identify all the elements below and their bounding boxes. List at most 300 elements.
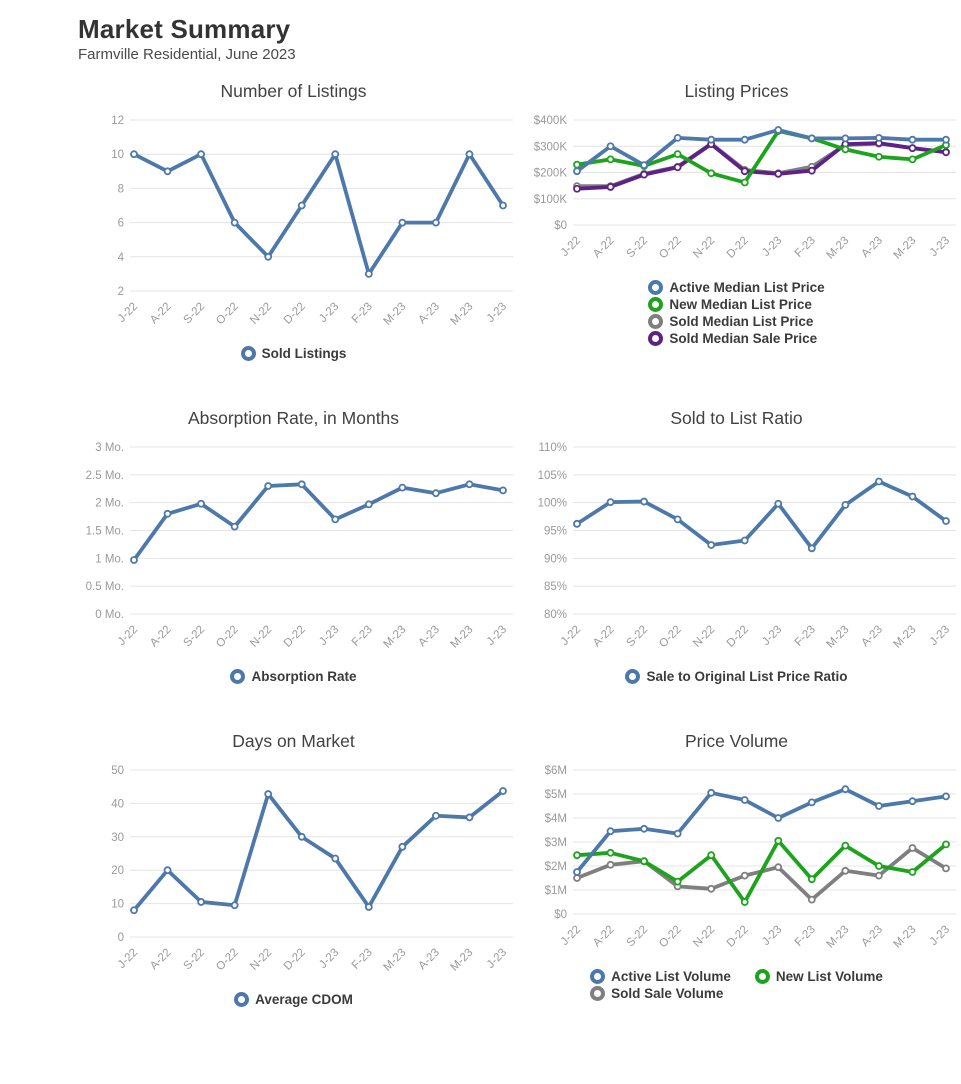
data-point-marker [641,826,647,832]
x-tick-label: S-22 [624,923,651,950]
data-point-marker [876,873,882,879]
y-tick-label: 80% [543,609,567,621]
data-point-marker [742,538,748,544]
data-point-marker [708,137,714,143]
data-point-marker [675,879,681,885]
x-tick-label: J-23 [484,946,510,971]
x-tick-label: N-22 [691,234,718,261]
x-tick-label: M-23 [824,623,852,651]
data-point-marker [742,873,748,879]
legend-series-ring-icon [648,331,663,346]
series-line [577,482,946,549]
y-tick-label: $6M [544,765,567,777]
data-point-marker [265,254,271,260]
data-point-marker [943,841,949,847]
legend-row [648,331,817,346]
data-point-marker [433,813,439,819]
y-tick-label: $5M [544,789,567,801]
legend-label: Sold Listings [261,346,347,361]
legend-label: Active List Volume [611,969,731,984]
data-point-marker [608,850,614,856]
y-tick-label: 10 [111,149,124,162]
x-tick-label: A-22 [148,300,174,327]
data-point-marker [842,868,848,874]
x-tick-label: S-22 [181,623,208,650]
legend-block [234,991,353,1008]
data-point-marker [943,793,949,799]
x-tick-label: M-23 [824,234,852,262]
chart-absorption-rate [72,408,515,685]
legend-block [648,279,824,347]
data-point-marker [809,545,815,551]
data-point-marker [742,179,748,185]
y-tick-label: 3 Mo. [95,442,124,454]
chart-price-volume [515,731,958,1002]
x-tick-label: N-22 [248,300,275,327]
data-point-marker [675,164,681,170]
y-tick-label: 12 [111,115,124,127]
data-point-marker [876,135,882,141]
series-line [134,154,503,274]
series-line [134,791,503,910]
data-point-marker [675,135,681,141]
data-point-marker [131,907,137,913]
x-tick-label: J-23 [317,623,342,648]
data-point-marker [574,168,580,174]
legend-block [230,668,356,685]
data-point-marker [943,149,949,155]
x-tick-label: A-22 [148,623,174,650]
data-point-marker [909,494,915,500]
x-tick-label: M-23 [448,946,476,974]
data-point-marker [608,499,614,505]
legend-label: Sold Median List Price [669,314,814,329]
data-point-marker [466,481,472,487]
legend-label: Sale to Original List Price Ratio [646,669,848,684]
x-tick-label: M-23 [824,923,852,951]
data-point-marker [675,831,681,837]
y-tick-label: 50 [111,765,124,777]
x-tick-label: M-23 [381,623,409,651]
x-tick-label: O-22 [214,300,241,328]
x-tick-label: A-23 [416,623,443,650]
legend-block [625,668,847,685]
legend-item [590,986,723,1001]
data-point-marker [399,485,405,491]
y-tick-label: $400K [533,115,567,127]
data-point-marker [742,168,748,174]
legend-item [241,346,347,361]
legend-row [241,346,347,361]
x-tick-label: J-23 [317,300,342,325]
series-line [577,841,946,902]
chart-number-of-listings [72,81,515,362]
y-tick-label: 6 [117,217,124,230]
x-tick-label: A-22 [591,923,617,950]
chart-title: Absorption Rate, in Months [187,408,400,428]
listing-prices-plot [515,108,958,277]
data-point-marker [332,516,338,522]
data-point-marker [466,151,472,157]
x-tick-label: J-23 [484,623,510,648]
legend-row [648,280,824,295]
x-tick-label: J-22 [115,623,141,648]
data-point-marker [232,220,238,226]
days-on-market-plot [72,758,515,989]
legend-item [625,669,847,684]
legend-row [234,992,353,1007]
legend-label: New Median List Price [669,297,812,312]
y-tick-label: $4M [544,813,567,825]
data-point-marker [842,135,848,141]
y-tick-label: $1M [544,885,567,897]
number-of-listings-legend [72,345,515,362]
y-tick-label: $100K [533,193,567,206]
data-point-marker [366,501,372,507]
data-point-marker [641,172,647,178]
data-point-marker [775,838,781,844]
legend-item [648,280,824,295]
x-tick-label: J-23 [317,946,342,971]
x-tick-label: M-23 [381,300,409,328]
x-tick-label: F-23 [349,946,375,972]
x-tick-label: J-23 [760,234,785,259]
x-tick-label: J-23 [760,923,785,948]
data-point-marker [909,137,915,143]
data-point-marker [809,876,815,882]
data-point-marker [775,864,781,870]
data-point-marker [466,814,472,820]
y-tick-label: 30 [111,831,124,844]
x-tick-label: A-22 [591,234,617,261]
series-line [134,484,503,560]
x-tick-label: O-22 [214,623,241,651]
legend-series-ring-icon [590,969,605,984]
y-tick-label: 2 [117,286,124,298]
price-volume-legend [515,968,958,1002]
page-subtitle: Farmville Residential, June 2023 [78,46,296,63]
data-point-marker [332,151,338,157]
legend-series-ring-icon [234,992,249,1007]
data-point-marker [775,501,781,507]
data-point-marker [641,499,647,505]
absorption-rate-legend [72,668,515,685]
data-point-marker [232,524,238,530]
x-tick-label: J-22 [558,923,584,948]
x-tick-label: J-22 [115,946,141,971]
chart-title: Days on Market [232,731,355,751]
data-point-marker [842,502,848,508]
x-tick-label: J-22 [558,234,584,259]
sold-to-list-ratio-plot [515,435,958,666]
data-point-marker [299,203,305,209]
x-tick-label: J-23 [927,623,953,648]
legend-label: Average CDOM [255,992,353,1007]
data-point-marker [608,828,614,834]
data-point-marker [909,798,915,804]
page-title: Market Summary [78,14,291,44]
data-point-marker [675,151,681,157]
data-point-marker [876,154,882,160]
x-tick-label: N-22 [691,923,718,950]
data-point-marker [366,904,372,910]
y-tick-label: $200K [533,167,567,180]
data-point-marker [299,834,305,840]
x-tick-label: M-23 [891,234,919,262]
data-point-marker [232,902,238,908]
data-point-marker [842,786,848,792]
data-point-marker [198,899,204,905]
data-point-marker [265,791,271,797]
legend-item [234,992,353,1007]
y-tick-label: $300K [533,141,567,154]
x-tick-label: D-22 [724,623,751,650]
y-tick-label: 0.5 Mo. [85,581,124,594]
x-tick-label: J-22 [558,623,584,648]
x-tick-label: N-22 [691,623,718,650]
data-point-marker [165,168,171,174]
data-point-marker [165,867,171,873]
legend-series-ring-icon [755,969,770,984]
data-point-marker [775,127,781,133]
data-point-marker [708,886,714,892]
x-tick-label: S-22 [624,623,651,650]
legend-label: Active Median List Price [669,280,825,295]
data-point-marker [574,521,580,527]
y-tick-label: $0 [554,909,567,921]
charts-row-1 [72,81,961,362]
x-tick-label: F-23 [349,623,375,649]
y-tick-label: 40 [111,798,124,811]
legend-row [230,669,356,684]
data-point-marker [574,875,580,881]
data-point-marker [399,220,405,226]
x-tick-label: O-22 [657,623,684,651]
y-tick-label: 1.5 Mo. [85,525,124,538]
data-point-marker [131,151,137,157]
x-tick-label: J-23 [927,234,953,259]
data-point-marker [708,852,714,858]
y-tick-label: 90% [543,553,567,566]
data-point-marker [433,220,439,226]
data-point-marker [608,143,614,149]
data-point-marker [909,845,915,851]
x-tick-label: A-22 [148,946,174,973]
x-tick-label: F-23 [792,234,818,260]
x-tick-label: A-23 [859,234,886,261]
y-tick-label: 105% [537,469,567,482]
chart-listing-prices [515,81,958,347]
y-tick-label: $0 [554,220,567,232]
chart-days-on-market [72,731,515,1008]
data-point-marker [809,897,815,903]
legend-label: New List Volume [775,969,883,984]
legend-series-ring-icon [230,669,245,684]
y-tick-label: 110% [538,442,567,454]
y-tick-label: 10 [111,898,124,911]
legend-block [590,968,883,1002]
data-point-marker [809,799,815,805]
x-tick-label: A-22 [591,623,617,650]
data-point-marker [876,803,882,809]
data-point-marker [198,501,204,507]
data-point-marker [131,557,137,563]
data-point-marker [909,869,915,875]
legend-series-ring-icon [625,669,640,684]
sold-to-list-ratio-legend [515,668,958,685]
data-point-marker [775,171,781,177]
legend-item [590,969,731,984]
x-tick-label: F-23 [349,300,375,326]
data-point-marker [943,137,949,143]
y-tick-label: 0 Mo. [95,609,124,621]
chart-title: Listing Prices [684,81,789,101]
data-point-marker [366,271,372,277]
y-tick-label: 2 Mo. [95,497,124,510]
x-tick-label: A-23 [416,300,443,327]
data-point-marker [809,135,815,141]
chart-title: Number of Listings [220,81,367,101]
data-point-marker [165,511,171,517]
legend-block [241,345,347,362]
legend-label: Absorption Rate [251,669,357,684]
legend-row [648,314,813,329]
x-tick-label: N-22 [248,623,275,650]
data-point-marker [433,490,439,496]
legend-item [230,669,356,684]
data-point-marker [500,788,506,794]
legend-series-ring-icon [590,986,605,1001]
data-point-marker [574,162,580,168]
x-tick-label: J-23 [760,623,785,648]
x-tick-label: S-22 [624,234,651,261]
data-point-marker [608,156,614,162]
y-tick-label: 1 Mo. [95,553,124,566]
x-tick-label: D-22 [724,923,751,950]
series-line [577,143,946,189]
days-on-market-legend [72,991,515,1008]
listing-prices-legend [515,279,958,347]
data-point-marker [608,862,614,868]
legend-series-ring-icon [648,280,663,295]
legend-series-ring-icon [648,314,663,329]
y-tick-label: 2.5 Mo. [85,469,124,482]
data-point-marker [876,863,882,869]
x-tick-label: J-23 [927,923,953,948]
legend-item [648,331,817,346]
data-point-marker [500,203,506,209]
legend-row [625,669,847,684]
x-tick-label: O-22 [214,946,241,974]
price-volume-plot [515,758,958,966]
data-point-marker [708,790,714,796]
data-point-marker [943,518,949,524]
x-tick-label: M-23 [448,300,476,328]
x-tick-label: J-22 [115,300,141,325]
charts-row-2 [72,408,961,685]
legend-row [648,297,812,312]
data-point-marker [842,843,848,849]
data-point-marker [265,483,271,489]
x-tick-label: N-22 [248,946,275,973]
x-tick-label: F-23 [792,623,818,649]
x-tick-label: M-23 [891,923,919,951]
data-point-marker [775,815,781,821]
chart-title: Price Volume [684,731,789,751]
x-tick-label: D-22 [724,234,751,261]
data-point-marker [943,865,949,871]
y-tick-label: 85% [543,581,567,594]
x-tick-label: O-22 [657,234,684,262]
x-tick-label: A-23 [416,946,443,973]
data-point-marker [399,844,405,850]
x-tick-label: O-22 [657,923,684,951]
x-tick-label: J-23 [484,300,510,325]
data-point-marker [909,156,915,162]
data-point-marker [574,852,580,858]
legend-item [755,969,883,984]
x-tick-label: A-23 [859,623,886,650]
data-point-marker [641,858,647,864]
y-tick-label: $3M [544,837,567,849]
y-tick-label: 0 [117,932,124,944]
legend-item [648,297,812,312]
data-point-marker [876,479,882,485]
charts-row-3 [72,731,961,1008]
data-point-marker [842,146,848,152]
x-tick-label: D-22 [281,623,308,650]
chart-title: Sold to List Ratio [670,408,803,428]
chart-sold-to-list-ratio [515,408,958,685]
data-point-marker [809,168,815,174]
legend-item [648,314,813,329]
y-tick-label: $2M [544,861,567,873]
data-point-marker [299,481,305,487]
data-point-marker [742,137,748,143]
x-tick-label: S-22 [181,300,208,327]
absorption-rate-plot [72,435,515,666]
y-tick-label: 100% [537,497,567,510]
y-tick-label: 20 [111,865,124,878]
legend-row [590,986,723,1001]
x-tick-label: D-22 [281,300,308,327]
x-tick-label: F-23 [792,923,818,949]
x-tick-label: M-23 [448,623,476,651]
y-tick-label: 95% [543,525,567,538]
x-tick-label: A-23 [859,923,886,950]
data-point-marker [909,145,915,151]
legend-series-ring-icon [648,297,663,312]
y-tick-label: 4 [117,251,124,264]
x-tick-label: D-22 [281,946,308,973]
x-tick-label: S-22 [181,946,208,973]
report-header [72,14,961,63]
data-point-marker [742,797,748,803]
data-point-marker [198,151,204,157]
x-tick-label: M-23 [891,623,919,651]
data-point-marker [641,162,647,168]
data-point-marker [708,170,714,176]
legend-label: Sold Median Sale Price [669,331,818,346]
legend-series-ring-icon [241,346,256,361]
data-point-marker [742,899,748,905]
x-tick-label: M-23 [381,946,409,974]
data-point-marker [574,869,580,875]
data-point-marker [675,516,681,522]
data-point-marker [608,184,614,190]
legend-row [590,969,883,984]
legend-label: Sold Sale Volume [611,986,724,1001]
